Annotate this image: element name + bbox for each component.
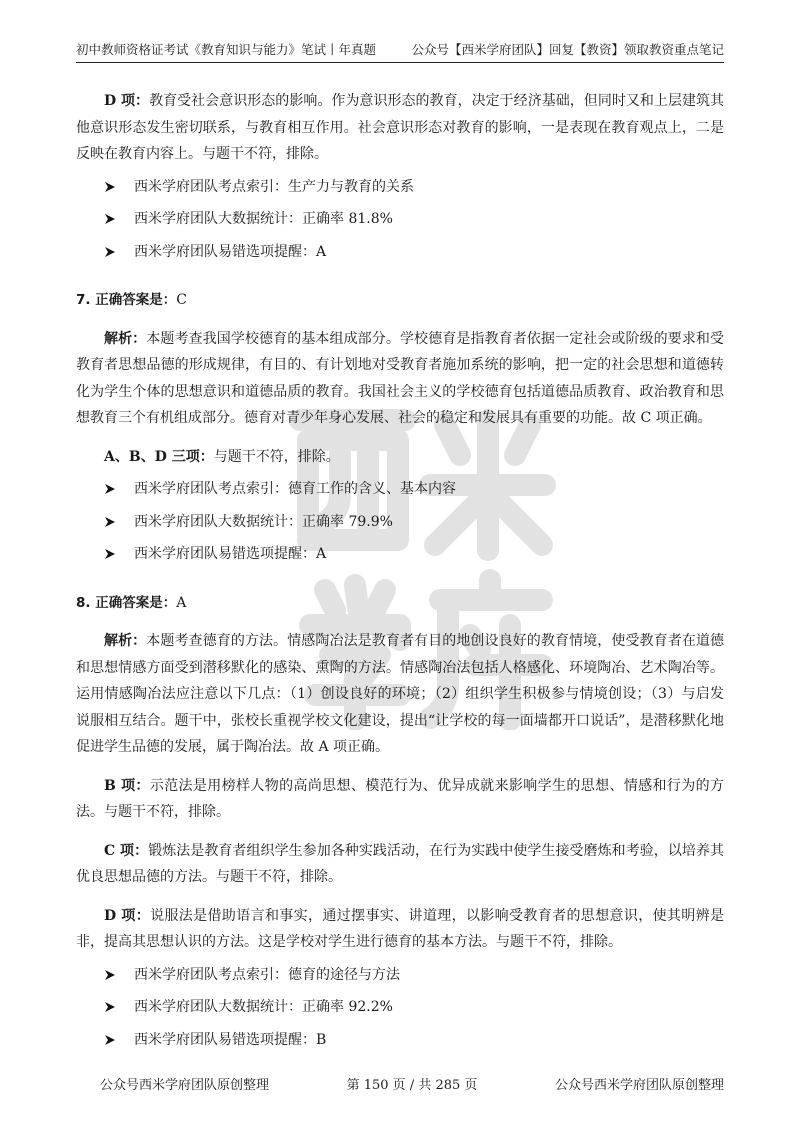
option-c-explanation	[76, 838, 724, 891]
paragraph-text: 教育受社会意识形态的影响。作为意识形态的教育，决定于经济基础，但同时又和上层建筑其他意识形态发生密切联系，与教育相互作用。社会意识形态对教育的影响，一是表现在教育观点上，二是反映在教育内容上。与题干不符，排除。	[76, 93, 725, 162]
question-label: 7. 正确答案是：	[76, 292, 177, 308]
bullet-text: 西米学府团队大数据统计：正确率 92.2%	[134, 999, 393, 1015]
bullet-item	[76, 174, 724, 201]
arrow-bullet-icon	[104, 516, 116, 528]
bullet-text: 西米学府团队易错选项提醒：A	[134, 546, 327, 562]
bullet-item	[76, 509, 724, 536]
arrow-bullet-icon	[104, 1034, 116, 1046]
option-d-explanation	[76, 88, 724, 168]
analysis-label: 解析：	[104, 330, 147, 347]
bullet-text: 西米学府团队易错选项提醒：A	[134, 243, 327, 260]
option-b-explanation	[76, 773, 724, 826]
question-answer: C	[176, 292, 187, 308]
bullet-text: 西米学府团队考点索引：德育的途径与方法	[134, 966, 400, 983]
arrow-bullet-icon	[104, 181, 116, 193]
arrow-bullet-icon	[104, 483, 116, 495]
paragraph-text: 锻炼法是教育者组织学生参加各种实践活动，在行为实践中使学生接受磨炼和考验，以培养其优良思想品德的方法。与题干不符，排除。	[76, 842, 724, 885]
paragraph-text: 本题考查德育的方法。情感陶冶法是教育者有目的地创设良好的教育情境，使受教育者在道德和思想情感方面受到潜移默化的感染、熏陶的方法。情感陶冶法包括人格感化、环境陶冶、艺术陶冶等。运用情感陶冶法应注意以下几点：（1）创设良好的环境；（2）组织学生积极参与情境创设；（3）与启发说服相互结合。题干中，张校长重视学校文化建设，提出“让学校的每一面墙都开口说话”，是潜移默化地促进学生品德的发展，属于陶冶法。故 A 项正确。	[76, 633, 724, 755]
question-answer: A	[176, 594, 187, 611]
option-label: B 项：	[104, 777, 150, 794]
header-divider	[76, 62, 724, 63]
bullet-text: 西米学府团队易错选项提醒：B	[134, 1031, 327, 1048]
bullet-text: 西米学府团队考点索引：德育工作的含义、基本内容	[134, 481, 456, 497]
bullet-item	[76, 541, 724, 568]
header-left: 初中教师资格证考试《教育知识与能力》笔试丨年真题	[76, 42, 377, 57]
arrow-bullet-icon	[104, 969, 116, 981]
option-label: D 项：	[104, 93, 150, 109]
question-8-heading	[76, 590, 724, 617]
footer-right: 公众号西米学府团队原创整理	[554, 1078, 724, 1093]
page-number: 第 150 页 / 共 285 页	[346, 1078, 478, 1093]
page-header	[76, 40, 724, 60]
bullet-item	[76, 1027, 724, 1054]
bullet-item	[76, 476, 724, 503]
bullet-item	[76, 239, 724, 266]
bullet-text: 西米学府团队大数据统计：正确率 81.8%	[134, 211, 393, 227]
header-right: 公众号【西米学府团队】回复【教资】领取教资重点笔记	[411, 42, 724, 57]
option-label: C 项：	[104, 842, 149, 859]
page-content	[76, 88, 724, 1053]
paragraph-text: 示范法是用榜样人物的高尚思想、模范行为、优异成就来影响学生的思想、情感和行为的方法。与题干不符，排除。	[76, 777, 724, 820]
question-label: 8. 正确答案是：	[76, 594, 177, 611]
option-label: A、B、D 三项：	[104, 448, 214, 465]
paragraph-text: 本题考查我国学校德育的基本组成部分。学校德育是指教育者依据一定社会或阶级的要求和受教育者思想品德的形成规律，有目的、有计划地对受教育者施加系统的影响，把一定的社会思想和道德转化为学生个体的思想意识和道德品质的教育。我国社会主义的学校德育包括道德品质教育、政治教育和思想教育三个有机组成部分。德育对青少年身心发展、社会的稳定和发展具有重要的功能。故 C 项正确。	[76, 330, 724, 426]
page-footer	[76, 1074, 724, 1093]
question-7-analysis	[76, 326, 724, 432]
analysis-label: 解析：	[104, 633, 147, 649]
bullet-item	[76, 206, 724, 233]
option-label: D 项：	[104, 907, 151, 924]
option-d-explanation-2	[76, 903, 724, 956]
bullet-text: 西米学府团队考点索引：生产力与教育的关系	[134, 178, 414, 195]
paragraph-text: 说服法是借助语言和事实，通过摆事实、讲道理，以影响受教育者的思想意识，使其明辨是非，提高其思想认识的方法。这是学校对学生进行德育的基本方法。与题干不符，排除。	[76, 907, 725, 950]
bullet-item	[76, 962, 724, 989]
option-abd-explanation	[76, 444, 724, 471]
footer-left: 公众号西米学府团队原创整理	[100, 1078, 270, 1093]
question-7-heading	[76, 287, 724, 314]
arrow-bullet-icon	[104, 1001, 116, 1013]
arrow-bullet-icon	[104, 246, 116, 258]
arrow-bullet-icon	[104, 213, 116, 225]
arrow-bullet-icon	[104, 548, 116, 560]
paragraph-text: 与题干不符，排除。	[213, 448, 340, 465]
bullet-item	[76, 994, 724, 1021]
question-8-analysis	[76, 628, 724, 761]
bullet-text: 西米学府团队大数据统计：正确率 79.9%	[134, 513, 393, 530]
